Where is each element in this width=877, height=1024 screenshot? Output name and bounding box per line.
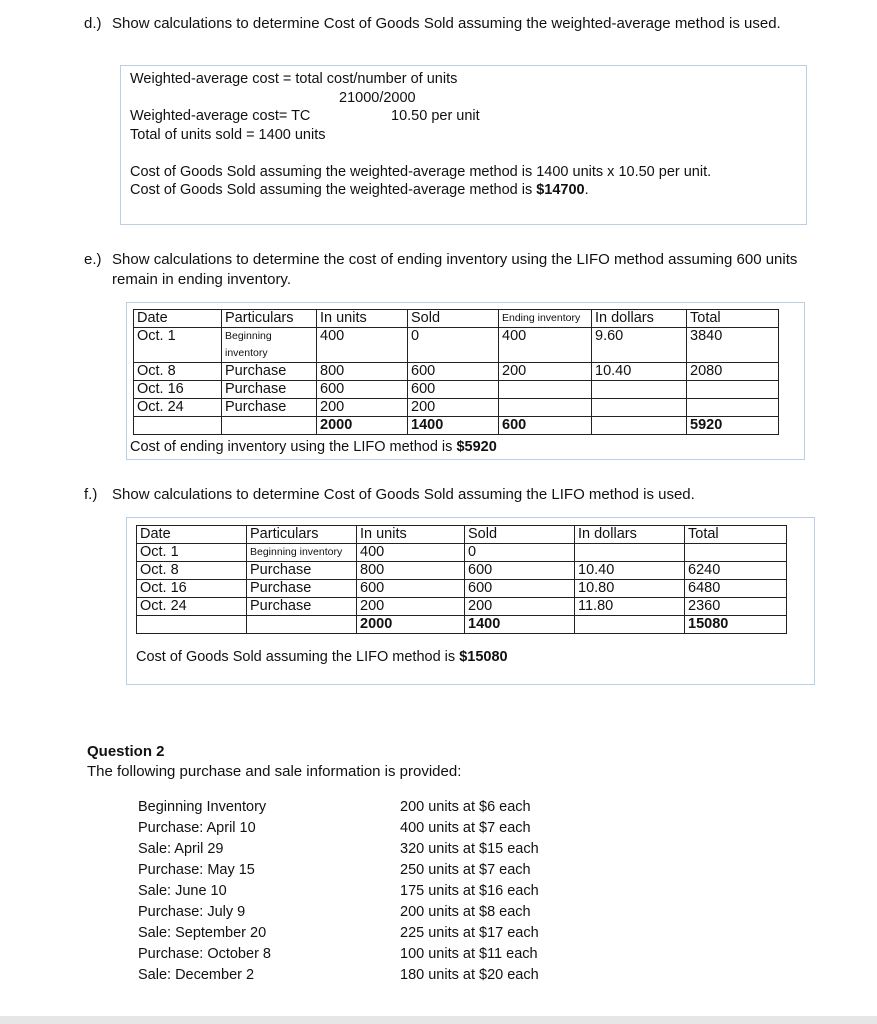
table-row [137,580,787,598]
answer-d-line4: Total of units sold = 1400 units [130,127,326,143]
cell-in-dollars: 10.40 [575,562,685,580]
list-item: Beginning Inventory [138,799,267,815]
question-2-intro: The following purchase and sale information is provided: [87,763,462,780]
cell-particulars: Beginning inventory [247,544,357,562]
answer-f-result [136,648,508,666]
cell-in-dollars [575,544,685,562]
list-item-value: 320 units at $15 each [400,841,539,857]
cell-sold: 600 [408,381,499,399]
cell-sold: 600 [408,363,499,381]
cell-in-units: 800 [317,363,408,381]
cell-date: Oct. 8 [134,363,222,381]
cell-ending-inventory [499,399,592,417]
answer-d-line5: Cost of Goods Sold assuming the weighted-average method is 1400 units x 10.50 per unit. [130,164,712,180]
total-in-dollars [592,417,687,435]
header-total: Total [685,526,787,544]
answer-f-result-value: $15080 [459,649,508,665]
transactions-labels [138,797,378,986]
table-header-row [134,310,779,328]
total-particulars [222,417,317,435]
cell-total: 6240 [685,562,787,580]
header-particulars: Particulars [247,526,357,544]
lifo-ending-inventory-table [133,309,779,435]
list-item: Sale: June 10 [138,883,227,899]
answer-f-result-prefix: Cost of Goods Sold assuming the LIFO method is [136,649,460,665]
list-item-value: 100 units at $11 each [400,946,538,962]
list-item-value: 180 units at $20 each [400,967,539,983]
cell-particulars: Purchase [222,363,317,381]
header-sold: Sold [408,310,499,328]
cell-total [687,381,779,399]
total-in-units: 2000 [317,417,408,435]
cell-in-units: 600 [357,580,465,598]
answer-d-line6 [130,181,589,199]
cell-in-dollars: 10.40 [592,363,687,381]
question-e-label: e.) [84,251,102,268]
total-in-dollars [575,616,685,634]
header-in-dollars: In dollars [575,526,685,544]
cell-in-units: 800 [357,562,465,580]
list-item-value: 200 units at $6 each [400,799,531,815]
answer-d-line6-value: $14700 [536,182,585,198]
total-ending-inventory: 600 [499,417,592,435]
table-header-row [137,526,787,544]
list-item-value: 200 units at $8 each [400,904,531,920]
cell-ending-inventory [499,381,592,399]
answer-e-result-prefix: Cost of ending inventory using the LIFO method is [130,439,457,455]
total-date [134,417,222,435]
cell-in-units: 400 [317,328,408,363]
cell-in-dollars: 9.60 [592,328,687,363]
cell-sold: 200 [408,399,499,417]
table-totals-row [134,417,779,435]
cell-total: 6480 [685,580,787,598]
answer-d-line2: 21000/2000 [339,90,416,106]
transactions-values [400,797,640,986]
cell-sold: 200 [465,598,575,616]
cell-date: Oct. 16 [134,381,222,399]
answer-e-result-value: $5920 [456,439,497,455]
answer-d-line6-prefix: Cost of Goods Sold assuming the weighted-average method is [130,182,537,198]
answer-d-line6-suffix: . [584,182,589,198]
list-item: Purchase: April 10 [138,820,256,836]
total-sold: 1400 [465,616,575,634]
cell-date: Oct. 1 [134,328,222,363]
total-total: 15080 [685,616,787,634]
table-row [137,562,787,580]
header-sold: Sold [465,526,575,544]
cell-in-dollars [592,381,687,399]
cell-in-units: 600 [317,381,408,399]
cell-particulars: Purchase [247,562,357,580]
total-in-units: 2000 [357,616,465,634]
cell-date: Oct. 24 [134,399,222,417]
total-date [137,616,247,634]
cell-particulars: Beginning inventory [222,328,317,363]
list-item: Sale: April 29 [138,841,224,857]
question-2-title: Question 2 [87,743,165,760]
cell-in-units: 200 [317,399,408,417]
lifo-cogs-table [136,525,787,634]
cell-date: Oct. 8 [137,562,247,580]
header-date: Date [137,526,247,544]
question-f-text: Show calculations to determine Cost of Goods Sold assuming the LIFO method is used. [112,486,695,503]
cell-in-dollars: 11.80 [575,598,685,616]
header-date: Date [134,310,222,328]
question-e-text: Show calculations to determine the cost of ending inventory using the LIFO method assuming 600 units remain in ending inventory. [112,251,798,288]
cell-sold: 600 [465,580,575,598]
header-ending-inventory: Ending inventory [499,310,592,328]
header-in-dollars: In dollars [592,310,687,328]
table-row [134,399,779,417]
cell-in-units: 200 [357,598,465,616]
cell-ending-inventory: 200 [499,363,592,381]
total-sold: 1400 [408,417,499,435]
table-row [134,328,779,363]
list-item: Purchase: July 9 [138,904,246,920]
cell-particulars: Purchase [247,598,357,616]
answer-e-box [126,302,805,460]
cell-date: Oct. 16 [137,580,247,598]
total-particulars [247,616,357,634]
cell-in-dollars: 10.80 [575,580,685,598]
list-item-value: 250 units at $7 each [400,862,531,878]
cell-sold: 0 [408,328,499,363]
answer-f-box [126,517,815,685]
question-d-text: Show calculations to determine Cost of Goods Sold assuming the weighted-average method is used. [112,15,781,32]
cell-total [685,544,787,562]
question-d-label: d.) [84,15,102,32]
table-row [134,363,779,381]
cell-sold: 600 [465,562,575,580]
list-item: Purchase: October 8 [138,946,271,962]
cell-date: Oct. 24 [137,598,247,616]
cell-in-units: 400 [357,544,465,562]
table-totals-row [137,616,787,634]
cell-ending-inventory: 400 [499,328,592,363]
cell-total: 2080 [687,363,779,381]
cell-particulars: Purchase [222,381,317,399]
list-item-value: 225 units at $17 each [400,925,539,941]
cell-particulars: Purchase [247,580,357,598]
cell-date: Oct. 1 [137,544,247,562]
list-item: Sale: September 20 [138,925,267,941]
header-in-units: In units [357,526,465,544]
list-item: Purchase: May 15 [138,862,255,878]
table-row [137,544,787,562]
header-total: Total [687,310,779,328]
total-total: 5920 [687,417,779,435]
list-item-value: 175 units at $16 each [400,883,539,899]
question-f-label: f.) [84,486,98,503]
cell-in-dollars [592,399,687,417]
page-bottom-scrollbar[interactable] [0,1016,877,1024]
cell-sold: 0 [465,544,575,562]
answer-e-result [130,438,497,456]
table-row [137,598,787,616]
cell-total: 2360 [685,598,787,616]
cell-total: 3840 [687,328,779,363]
answer-d-box [120,65,807,225]
answer-d-line3a: Weighted-average cost= TC [130,108,311,124]
table-row [134,381,779,399]
list-item: Sale: December 2 [138,967,255,983]
header-in-units: In units [317,310,408,328]
header-particulars: Particulars [222,310,317,328]
cell-particulars: Purchase [222,399,317,417]
cell-total [687,399,779,417]
list-item-value: 400 units at $7 each [400,820,531,836]
answer-d-line1: Weighted-average cost = total cost/number of units [130,71,458,87]
answer-d-line3b: 10.50 per unit [391,108,480,124]
